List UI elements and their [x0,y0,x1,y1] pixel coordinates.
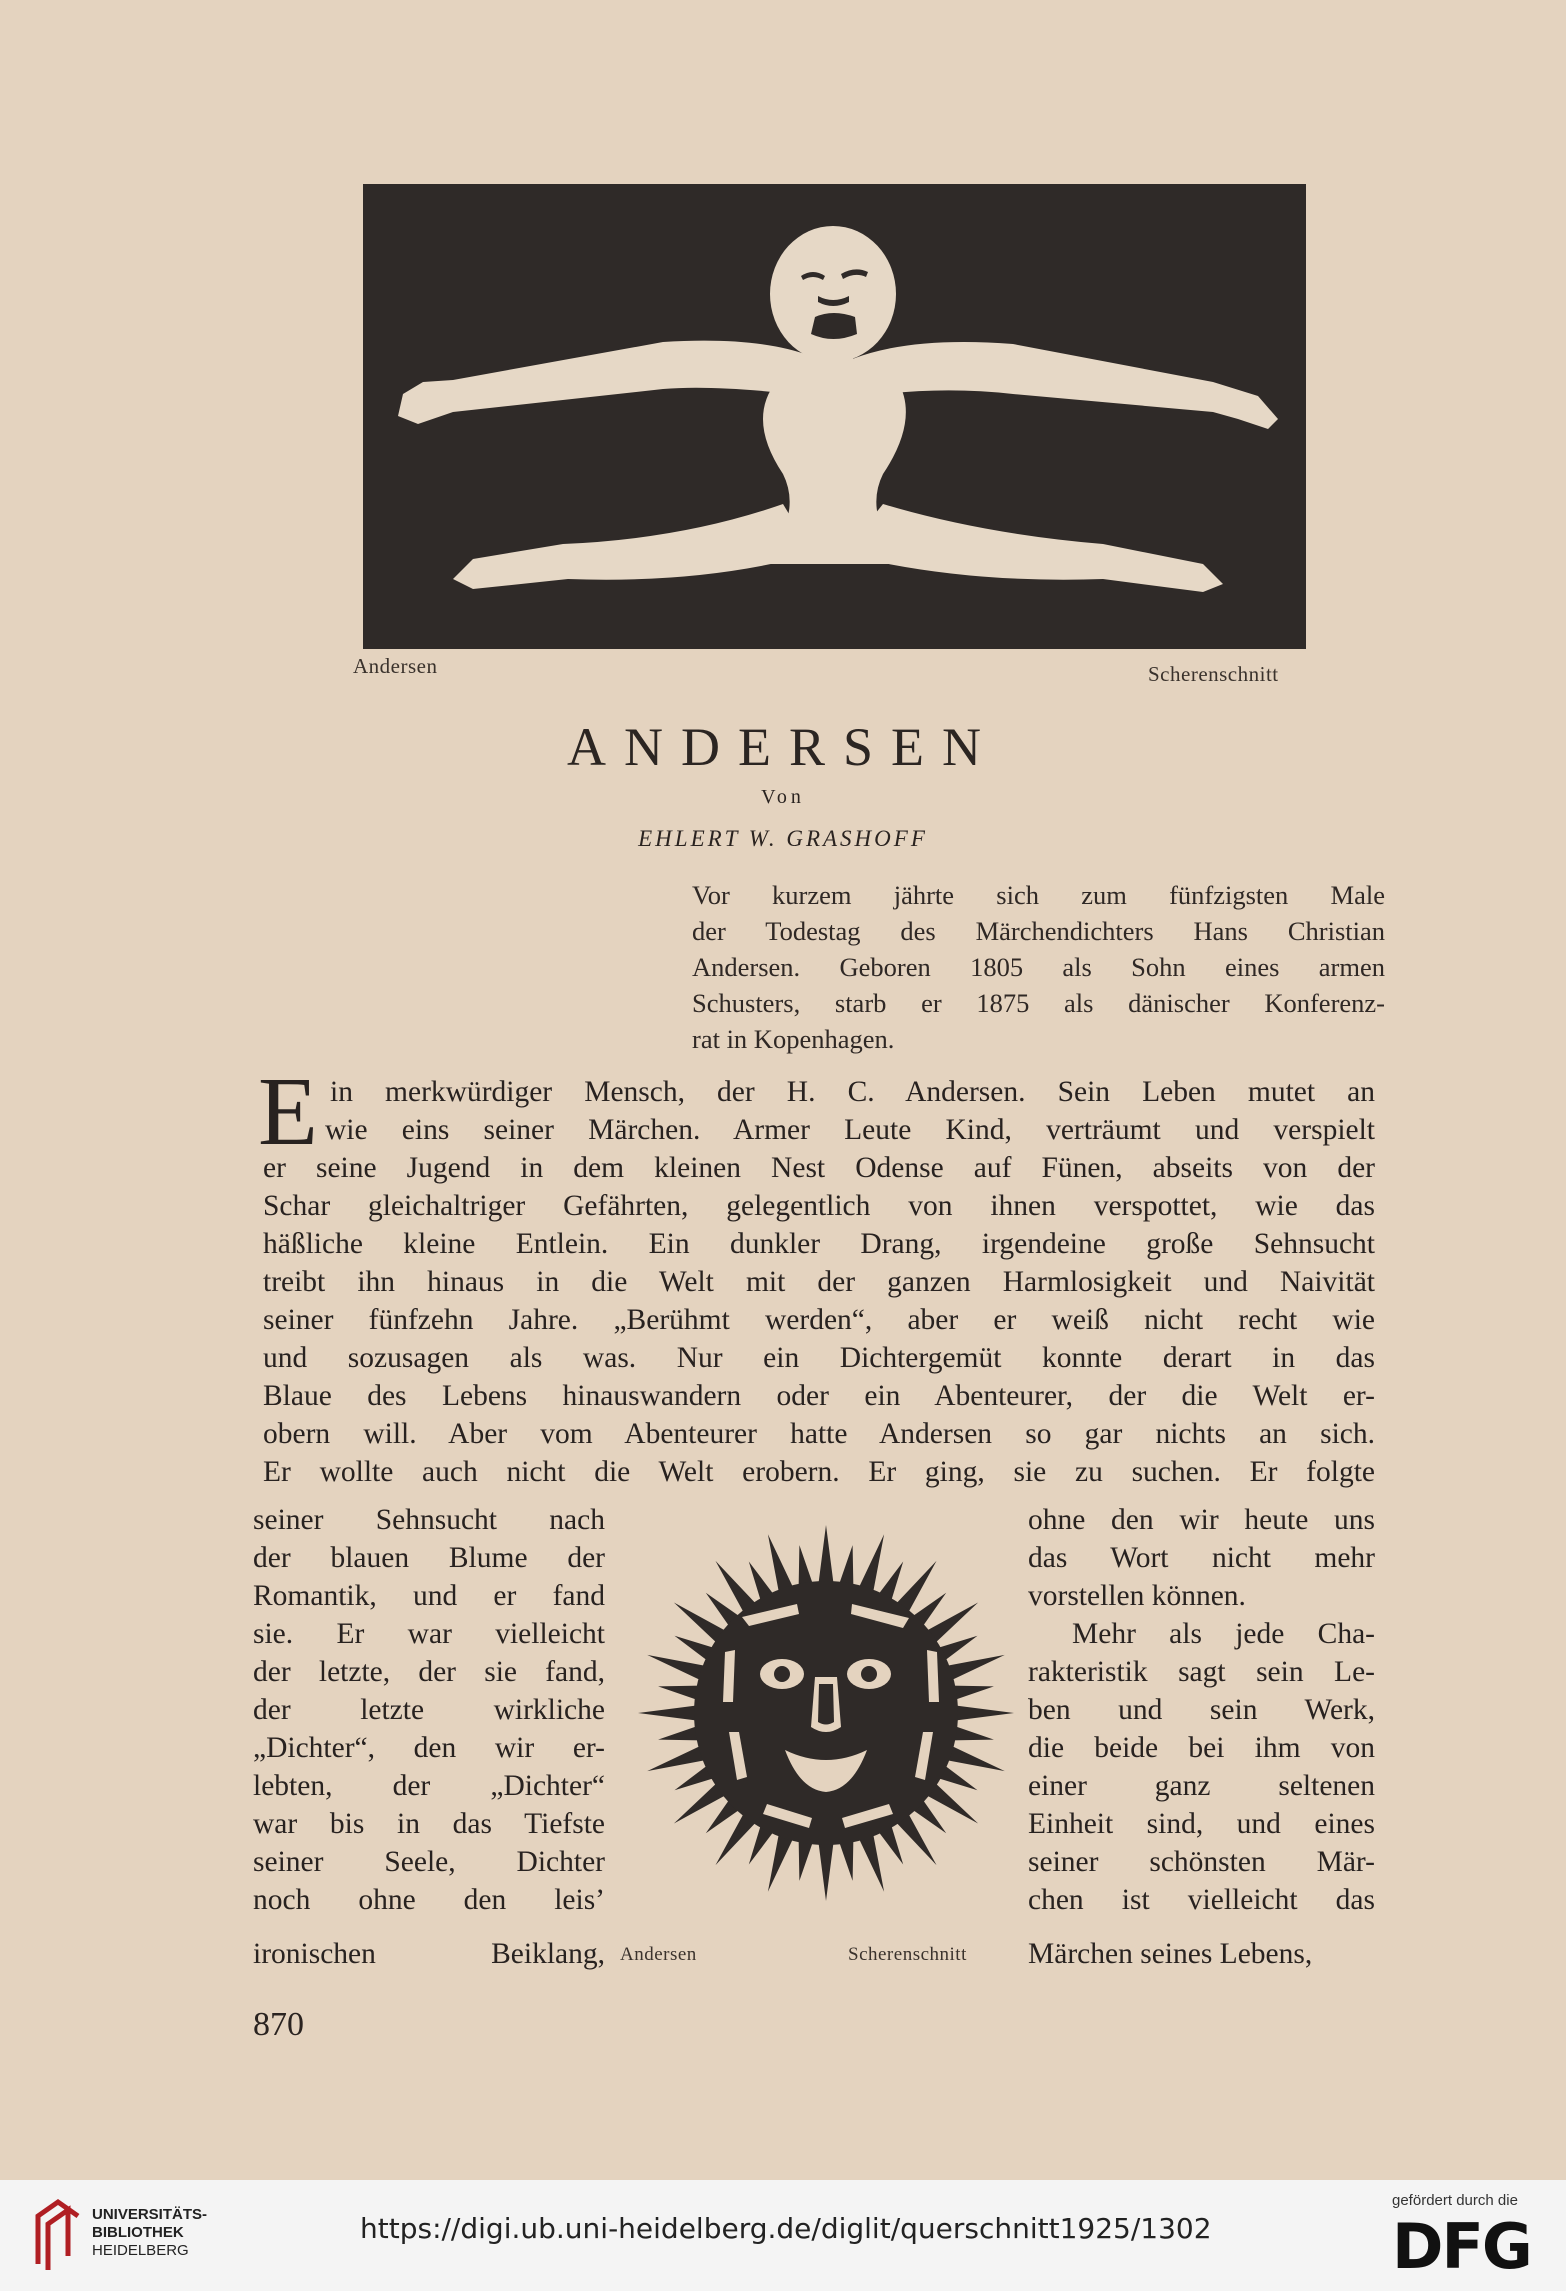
body-right-line: chen ist vielleicht das [1028,1884,1375,1916]
body-line: Schar gleichaltriger Gefährten, gelegentlich von ihnen verspottet, wie das [263,1190,1375,1222]
body-right-line: Märchen seines Lebens, [1028,1938,1313,1970]
body-left-line: war bis in das Tiefste [253,1808,605,1840]
body-right-line: die beide bei ihm von [1028,1732,1375,1764]
body-line: und sozusagen als was. Nur ein Dichtergemüt konnte derart in das [263,1342,1375,1374]
intro-line: Schusters, starb er 1875 als dänischer Konferenz- [692,988,1385,1018]
intro-paragraph [692,877,1385,1057]
body-line: Er wollte auch nicht die Welt erobern. Er ging, sie zu suchen. Er folgte [263,1456,1375,1488]
funded-by-label: gefördert durch die [1392,2192,1518,2209]
library-name-line: BIBLIOTHEK [92,2224,184,2241]
body-right-line: vorstellen können. [1028,1580,1246,1612]
body-line: wie eins seiner Märchen. Armer Leute Kind, verträumt und verspielt [325,1114,1375,1146]
body-left-line: noch ohne den leis’ [253,1884,605,1916]
sun-caption-left: Andersen [620,1944,697,1965]
body-left-line: „Dichter“, den wir er- [253,1732,605,1764]
papercut-sun-illustration [637,1522,1015,1904]
library-name-line: UNIVERSITÄTS- [92,2206,208,2223]
body-right-line: Mehr als jede Cha- [1072,1618,1375,1650]
intro-line: rat in Kopenhagen. [692,1024,895,1054]
university-library-logo-icon [32,2194,84,2276]
library-name [92,2206,207,2260]
body-left-line: der letzte, der sie fand, [253,1656,605,1688]
body-right-line: rakteristik sagt sein Le- [1028,1656,1375,1688]
body-left-line: der blauen Blume der [253,1542,605,1574]
body-left-line: Romantik, und er fand [253,1580,605,1612]
papercut-figure-illustration [363,184,1306,649]
body-line: er seine Jugend in dem kleinen Nest Odense auf Fünen, abseits von der [263,1152,1375,1184]
body-left-line: lebten, der „Dichter“ [253,1770,605,1802]
library-name-line: HEIDELBERG [92,2242,189,2259]
body-right-line: das Wort nicht mehr [1028,1542,1375,1574]
viewer-footer [0,2180,1566,2291]
body-line: häßliche kleine Entlein. Ein dunkler Drang, irgendeine große Sehnsucht [263,1228,1375,1260]
figure-caption-left: Andersen [353,654,438,678]
body-line: treibt ihn hinaus in die Welt mit der ganzen Harmlosigkeit und Naivität [263,1266,1375,1298]
permalink-url[interactable]: https://digi.ub.uni-heidelberg.de/diglit/querschnitt1925/1302 [360,2212,1212,2245]
body-left-line: seiner Sehnsucht nach [253,1504,605,1536]
body-right-line: ohne den wir heute uns [1028,1504,1375,1536]
drop-cap: E [258,1058,318,1166]
body-right-line: Einheit sind, und eines [1028,1808,1375,1840]
author-name: EHLERT W. GRASHOFF [638,826,928,851]
byline-von: Von [761,786,805,808]
page-number: 870 [253,2006,304,2043]
body-line: seiner fünfzehn Jahre. „Berühmt werden“, aber er weiß nicht recht wie [263,1304,1375,1336]
intro-line: Vor kurzem jährte sich zum fünfzigsten Male [692,880,1385,910]
intro-line: Andersen. Geboren 1805 als Sohn eines armen [692,952,1385,982]
body-right-line: ben und sein Werk, [1028,1694,1375,1726]
body-left-line: der letzte wirkliche [253,1694,605,1726]
sun-caption-right: Scherenschnitt [848,1944,967,1965]
body-left-line: sie. Er war vielleicht [253,1618,605,1650]
dfg-logo: DFG [1392,2210,1531,2283]
body-right-line: seiner schönsten Mär- [1028,1846,1375,1878]
body-right-line: einer ganz seltenen [1028,1770,1375,1802]
intro-line: der Todestag des Märchendichters Hans Christian [692,916,1385,946]
body-line: obern will. Aber vom Abenteurer hatte Andersen so gar nichts an sich. [263,1418,1375,1450]
body-left-line: seiner Seele, Dichter [253,1846,605,1878]
body-line: in merkwürdiger Mensch, der H. C. Andersen. Sein Leben mutet an [330,1076,1375,1108]
body-line: Blaue des Lebens hinauswandern oder ein Abenteurer, der die Welt er- [263,1380,1375,1412]
figure-caption-right: Scherenschnitt [1148,662,1279,686]
article-title: ANDERSEN [566,717,999,777]
body-left-line: ironischen Beiklang, [253,1938,605,1970]
